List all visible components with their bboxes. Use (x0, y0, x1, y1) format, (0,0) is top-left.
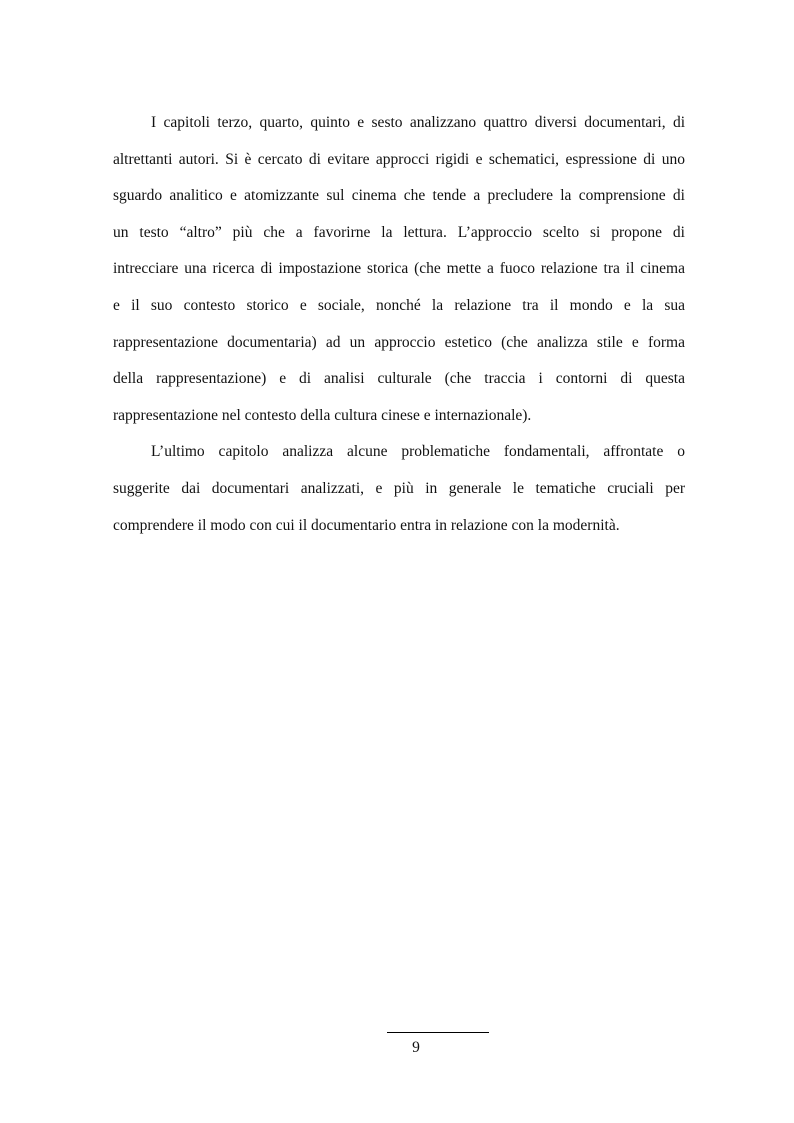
text-line: sguardo analitico e atomizzante sul cinema che tende a precludere la comprensione di (113, 187, 685, 205)
text-line: rappresentazione nel contesto della cultura cinese e internazionale). (113, 406, 532, 424)
paragraph-2 (113, 434, 685, 544)
text-line: rappresentazione documentaria) ad un approccio estetico (che analizza stile e forma (113, 333, 685, 351)
text-line: L’ultimo capitolo analizza alcune problematiche fondamentali, affrontate o (151, 443, 685, 461)
text-line: comprendere il modo con cui il documentario entra in relazione con la modernità. (113, 516, 620, 534)
body-text (113, 105, 685, 544)
text-line: e il suo contesto storico e sociale, nonché la relazione tra il mondo e la sua (113, 296, 685, 314)
text-line: altrettanti autori. Si è cercato di evitare approcci rigidi e schematici, espressione di uno (113, 150, 685, 168)
text-line: della rappresentazione) e di analisi culturale (che traccia i contorni di questa (113, 370, 685, 388)
paragraph-1 (113, 105, 685, 434)
text-line: suggerite dai documentari analizzati, e più in generale le tematiche cruciali per (113, 479, 685, 497)
text-line: I capitoli terzo, quarto, quinto e sesto analizzano quattro diversi documentari, di (151, 114, 685, 131)
text-line: un testo “altro” più che a favorirne la lettura. L’approccio scelto si propone di (113, 223, 685, 241)
page-number: 9 (412, 1039, 420, 1056)
text-line: intrecciare una ricerca di impostazione storica (che mette a fuoco relazione tra il cinema (113, 260, 685, 278)
footer-rule (387, 1032, 489, 1033)
